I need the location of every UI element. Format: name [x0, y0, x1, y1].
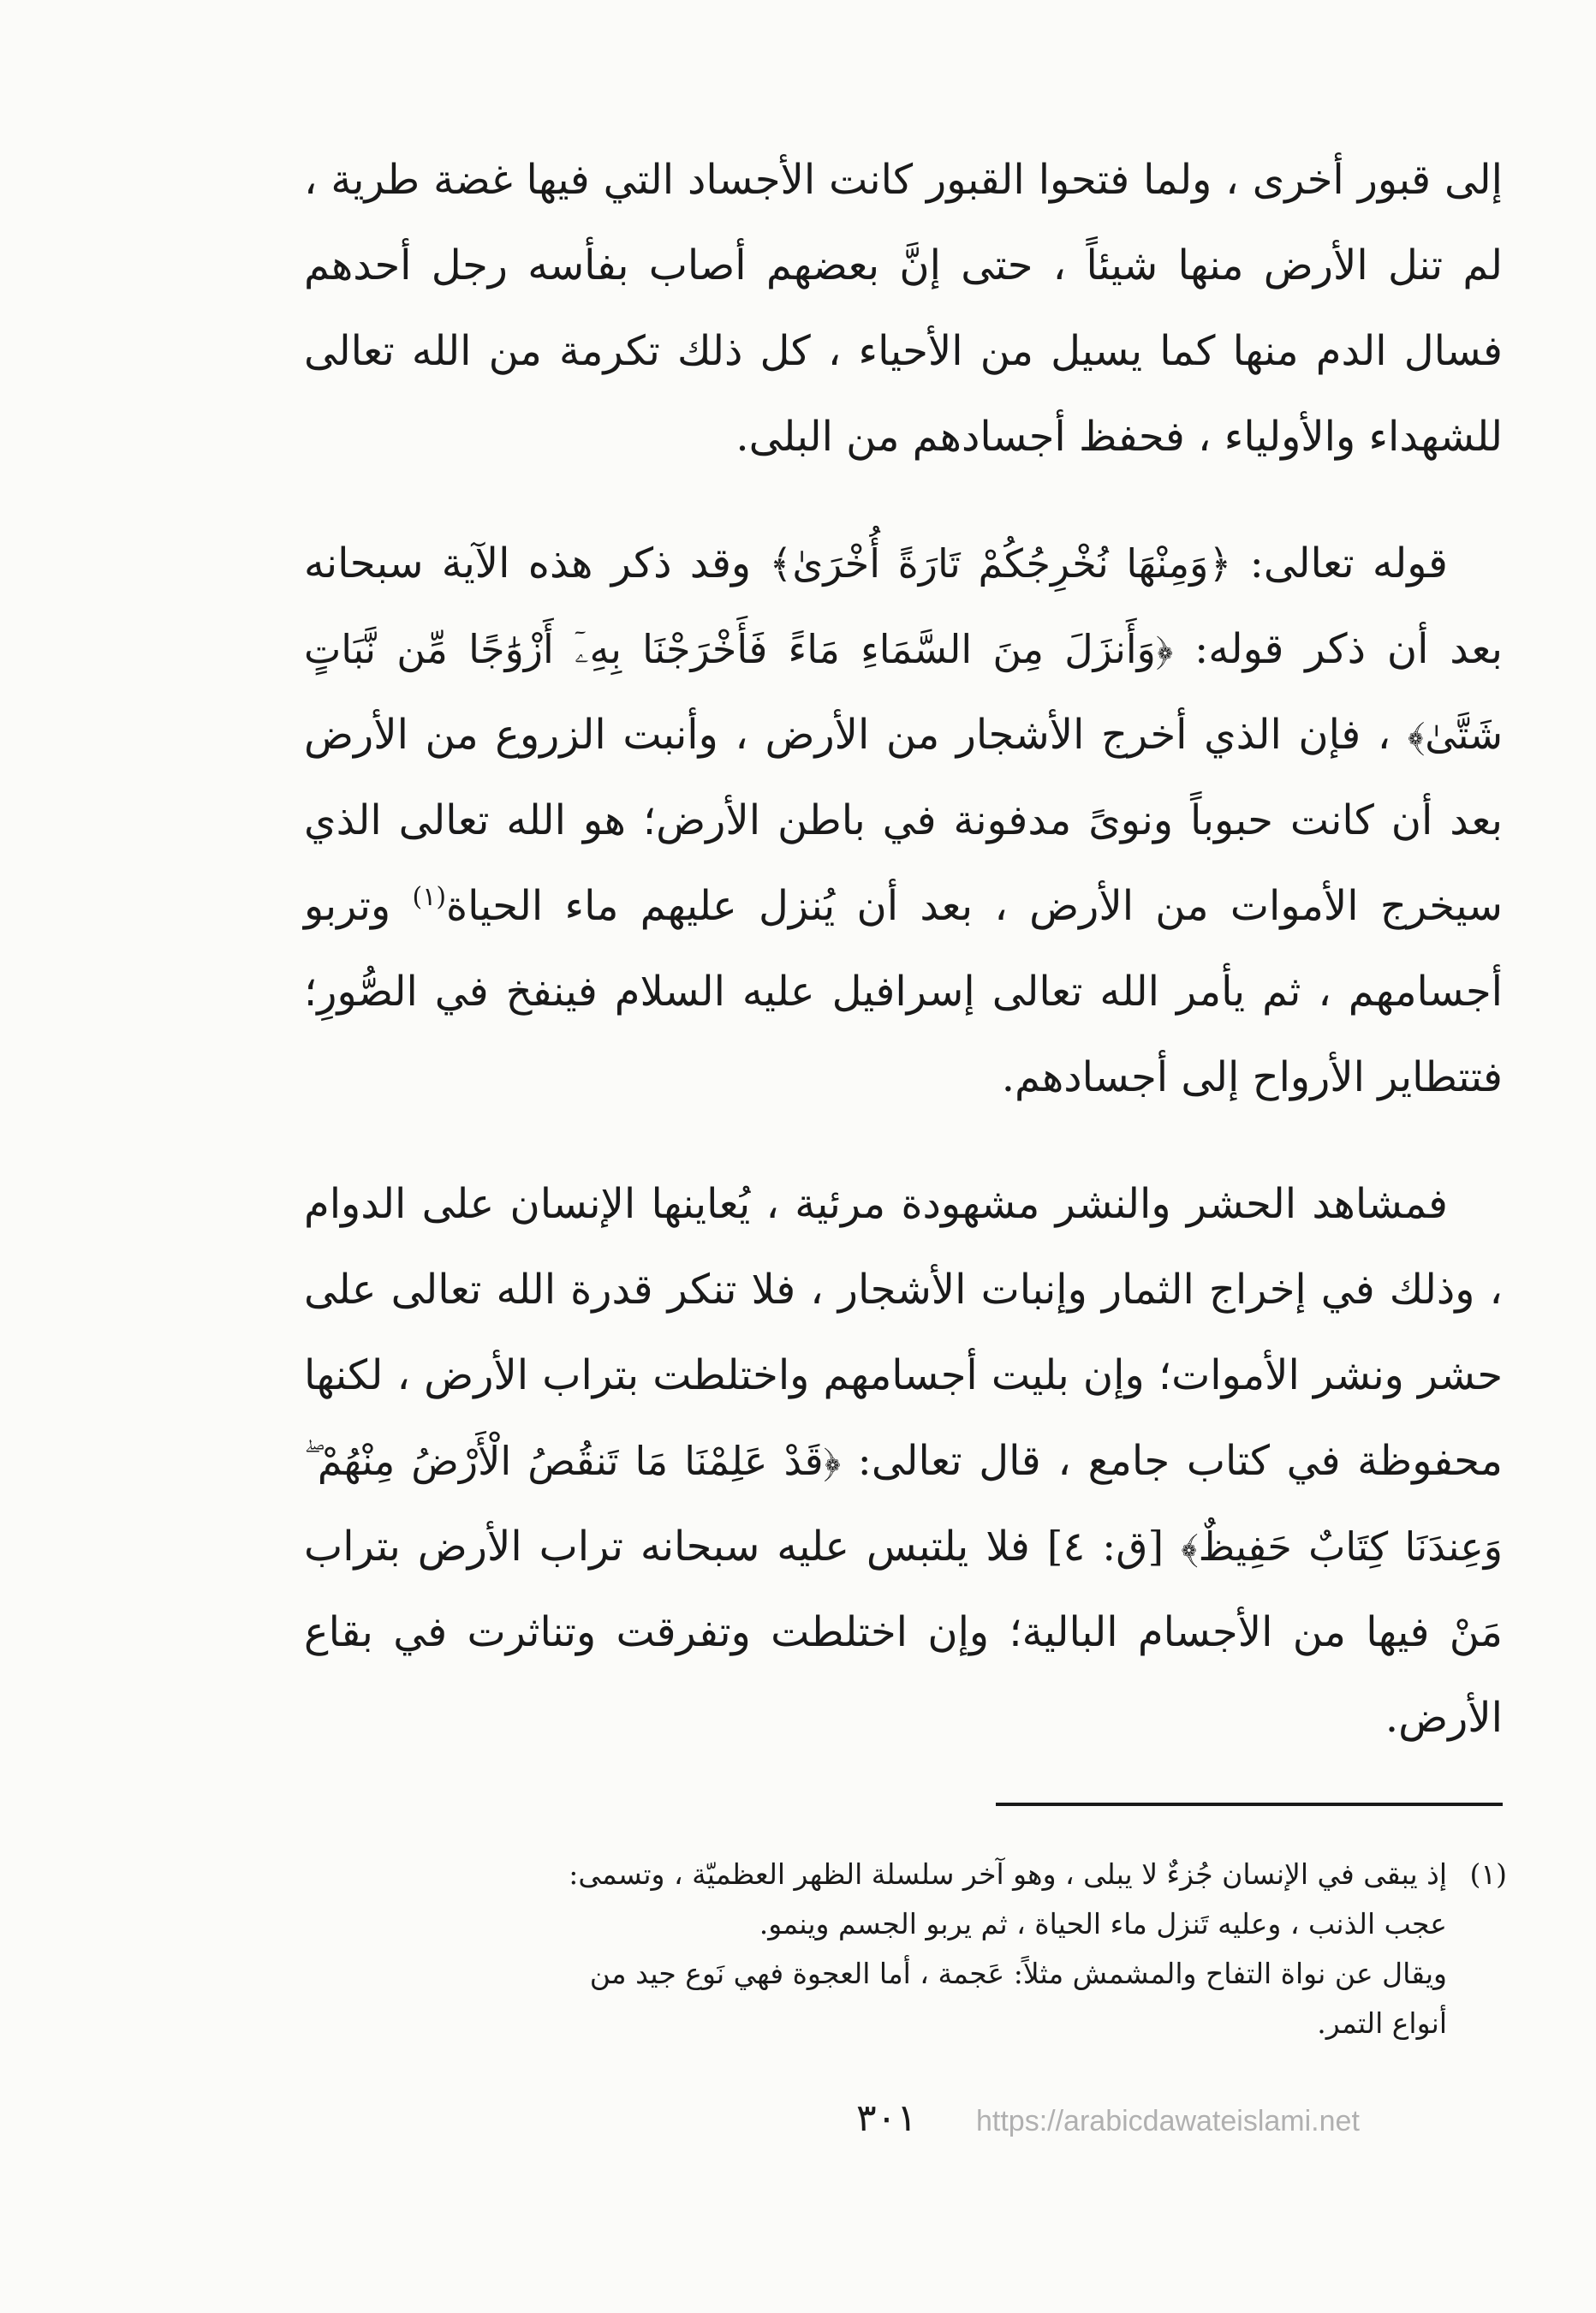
footnote-line-1: [334, 1850, 1507, 1899]
quran-verse-3: ﴿قَدْ عَلِمْنَا مَا تَنقُصُ الْأَرْضُ مِنْهُمْ ۖ وَعِندَنَا كِتَابٌ حَفِيظٌ﴾: [304, 1438, 1503, 1570]
footnote-text-1: إذ يبقى في الإنسان جُزءٌ لا يبلى ، وهو آخر سلسلة الظهر العظميّة ، وتسمى:: [569, 1857, 1447, 1891]
footnote-divider: [996, 1803, 1503, 1806]
quran-verse-1: ﴿وَمِنْهَا نُخْرِجُكُمْ تَارَةً أُخْرَىٰ﴾: [769, 540, 1232, 587]
watermark-url[interactable]: https://arabicdawateislami.net: [976, 2105, 1360, 2137]
footnote-line-3: ويقال عن نواة التفاح والمشمش مثلاً: عَجمة ، أما العجوة فهي نَوع جيد من: [589, 1957, 1447, 1990]
page-footer: [856, 2089, 1456, 2158]
paragraph-2-text-1: وقد ذكر هذه الآية سبحانه بعد أن ذكر قوله:: [304, 540, 1503, 673]
paragraph-2-intro: قوله تعالى:: [1249, 540, 1449, 587]
main-text: [304, 137, 1503, 1761]
page-number: ٣٠١: [856, 2096, 917, 2140]
quran-verse-2: ﴿وَأَنزَلَ مِنَ السَّمَاءِ مَاءً فَأَخْرَجْنَا بِهِۦٓ أَزْوَٰجًا مِّن نَّبَاتٍ شَتَّىٰ﴾: [304, 626, 1504, 758]
footnotes: [334, 1850, 1507, 2048]
paragraph-3-text-2: فلا يلتبس عليه سبحانه تراب الأرض بتراب مَنْ فيها من الأجسام البالية؛ وإن اختلطت وتفرقت وتناثرت في بقاع الأرض.: [304, 1523, 1503, 1742]
paragraph-3: [304, 1161, 1503, 1761]
footnote-line-4: أنواع التمر.: [1317, 2006, 1447, 2040]
paragraph-3-text-1: فمشاهد الحشر والنشر مشهودة مرئية ، يُعاينها الإنسان على الدوام ، وذلك في إخراج الثمار وإنبات الأشجار ، فلا تنكر قدرة الله تعالى على حشر ونشر الأموات؛ وإن بليت أجسامهم واختلطت بتراب الأرض ، لكنها محفوظة في كتاب جامع ، قال تعالى:: [304, 1180, 1504, 1485]
paragraph-1: إلى قبور أخرى ، ولما فتحوا القبور كانت الأجساد التي فيها غضة طرية ، لم تنل الأرض منها شيئاً ، حتى إنَّ بعضهم أصاب بفأسه رجل أحدهم فسال الدم منها كما يسيل من الأحياء ، كل ذلك تكرمة من الله تعالى للشهداء والأولياء ، فحفظ أجسادهم من البلى.: [304, 156, 1504, 461]
footnote-marker: (١): [1469, 1857, 1507, 1891]
footnote-reference[interactable]: (١): [412, 882, 447, 912]
paragraph-2-text-2: ، فإن الذي أخرج الأشجار من الأرض ، وأنبت الزروع من الأرض بعد أن كانت حبوباً ونوىً مدفونة في باطن الأرض؛ هو الله تعالى الذي سيخرج الأموات من الأرض ، بعد أن يُنزل عليهم ماء الحياة: [304, 711, 1503, 930]
paragraph-2-text-3: وتربو أجسامهم ، ثم يأمر الله تعالى إسرافيل عليه السلام فينفخ في الصُّورِ؛ فتتطاير الأرواح إلى أجسادهم.: [304, 882, 1503, 1101]
footnote-line-2: عجب الذنب ، وعليه تَنزل ماء الحياة ، ثم يربو الجسم وينمو.: [759, 1907, 1447, 1940]
paragraph-2: [304, 521, 1503, 1120]
verse-citation: [ق: ٤]: [1046, 1523, 1164, 1571]
